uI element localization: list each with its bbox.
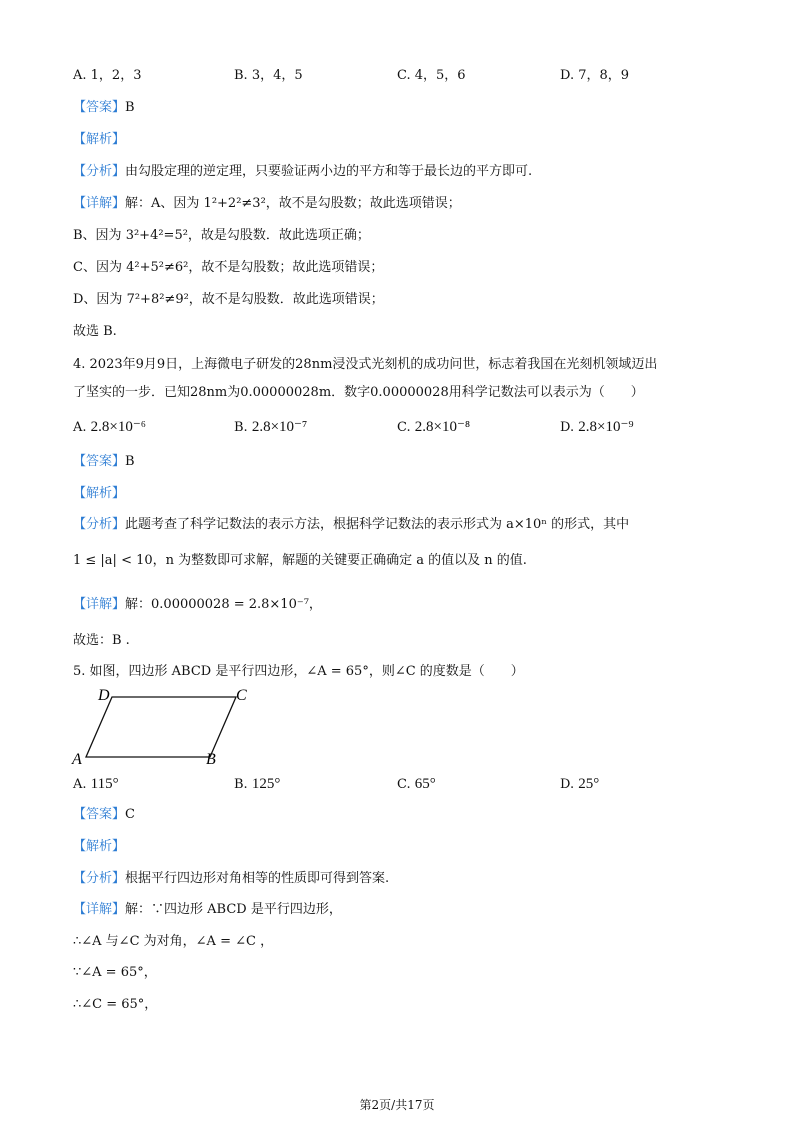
q4-detail-line bbox=[73, 595, 322, 615]
q3-detail-a bbox=[73, 194, 461, 214]
q4-fenxi-line2: 1 ≤ |a| < 10，n 为整数即可求解，解题的关键要正确确定 a 的值以及 n 的值. bbox=[73, 553, 527, 568]
q3-detail-b-suffix: ，故是勾股数．故此选项正确； bbox=[187, 228, 370, 243]
q4-stem-line2: 了坚实的一步．已知28nm为0.00000028m．数字0.00000028用科学记数法可以表示为（ ） bbox=[73, 385, 644, 400]
q4-option-b-expr: 2.8×10⁻⁷ bbox=[251, 419, 308, 435]
q5-option-c bbox=[397, 774, 436, 795]
vertex-label-c: C bbox=[236, 687, 247, 704]
vertex-label-d: D bbox=[98, 687, 110, 704]
analysis-tag: 【解析】 bbox=[73, 486, 126, 501]
q5-option-a-expr: 115° bbox=[90, 776, 119, 792]
q3-answer-value: B bbox=[125, 100, 135, 115]
q3-detail-d bbox=[73, 290, 384, 310]
q3-analysis-heading bbox=[73, 130, 125, 150]
q4-option-d-letter: D. bbox=[560, 420, 575, 435]
q5-detail-line4: ∴∠C = 65°， bbox=[73, 997, 158, 1012]
q4-option-d bbox=[560, 417, 634, 438]
q4-option-a-letter: A. bbox=[73, 420, 87, 435]
q5-option-b-expr: 125° bbox=[251, 776, 281, 792]
q4-conclusion: 故选：B . bbox=[73, 633, 130, 648]
q3-detail-d-prefix: D、因为 bbox=[73, 292, 127, 307]
q3-detail-a-prefix: 解：A、因为 bbox=[125, 196, 204, 211]
q3-detail-c-prefix: C、因为 bbox=[73, 260, 127, 275]
q4-option-c-expr: 2.8×10⁻⁸ bbox=[414, 419, 471, 435]
q3-detail-a-suffix: ，故不是勾股数；故此选项错误； bbox=[265, 196, 461, 211]
q4-option-a-expr: 2.8×10⁻⁶ bbox=[90, 419, 147, 435]
q3-detail-b bbox=[73, 226, 370, 246]
q4-option-b-letter: B. bbox=[234, 420, 248, 435]
q3-detail-b-prefix: B、因为 bbox=[73, 228, 126, 243]
parallelogram-figure bbox=[70, 686, 270, 768]
detail-tag: 【详解】 bbox=[73, 196, 126, 211]
q4-fenxi-text1: 此题考查了科学记数法的表示方法，根据科学记数法的表示形式为 a×10ⁿ 的形式，其中 bbox=[125, 517, 630, 532]
q3-detail-c-suffix: ，故不是勾股数；故此选项错误； bbox=[188, 260, 384, 275]
fenxi-tag: 【分析】 bbox=[73, 164, 126, 179]
q5-detail-line2: ∴∠A 与∠C 为对角，∠A = ∠C ， bbox=[73, 934, 274, 949]
parallelogram-shape bbox=[86, 697, 236, 757]
page-footer: 第2页/共17页 bbox=[359, 1098, 435, 1112]
q3-fenxi-text: 由勾股定理的逆定理，只要验证两小边的平方和等于最长边的平方即可. bbox=[125, 164, 533, 179]
q4-option-c-letter: C. bbox=[397, 420, 411, 435]
q5-option-b-letter: B. bbox=[234, 777, 248, 792]
q5-detail-line3: ∵∠A = 65°， bbox=[73, 965, 157, 980]
q5-option-b bbox=[234, 774, 280, 795]
q5-stem: 5. 如图，四边形 ABCD 是平行四边形，∠A = 65°，则∠C 的度数是（ ） bbox=[73, 664, 524, 679]
q3-detail-b-expr: 3²+4²=5² bbox=[125, 228, 188, 243]
q5-option-c-letter: C. bbox=[397, 777, 411, 792]
fenxi-tag: 【分析】 bbox=[73, 871, 126, 886]
q3-option-d: D. 7，8，9 bbox=[560, 68, 630, 83]
q3-answer-line bbox=[73, 98, 135, 118]
q4-fenxi-line1 bbox=[73, 515, 629, 535]
vertex-label-b: B bbox=[206, 751, 216, 768]
q3-option-b: B. 3，4，5 bbox=[234, 68, 303, 83]
q5-answer-value: C bbox=[125, 807, 135, 822]
q5-option-d-expr: 25° bbox=[578, 776, 600, 792]
q5-option-a-letter: A. bbox=[73, 777, 87, 792]
fenxi-tag: 【分析】 bbox=[73, 517, 126, 532]
answer-tag: 【答案】 bbox=[73, 454, 126, 469]
q3-detail-c-expr: 4²+5²≠6² bbox=[126, 260, 189, 275]
q5-analysis-heading bbox=[73, 837, 125, 857]
q3-detail-c bbox=[73, 258, 383, 278]
q3-option-c: C. 4，5，6 bbox=[397, 68, 466, 83]
q5-fenxi-line bbox=[73, 869, 389, 889]
q4-option-c bbox=[397, 417, 470, 438]
q5-option-d-letter: D. bbox=[560, 777, 575, 792]
q4-option-a bbox=[73, 417, 146, 438]
answer-tag: 【答案】 bbox=[73, 100, 126, 115]
q3-fenxi-line bbox=[73, 162, 532, 182]
q4-option-b bbox=[234, 417, 307, 438]
vertex-label-a: A bbox=[72, 751, 82, 768]
q4-answer-value: B bbox=[125, 454, 135, 469]
q4-detail-text: 解：0.00000028 = 2.8×10⁻⁷， bbox=[125, 597, 322, 612]
q5-fenxi-text: 根据平行四边形对角相等的性质即可得到答案. bbox=[125, 871, 390, 886]
q4-stem-line1: 4. 2023年9月9日，上海微电子研发的28nm浸没式光刻机的成功问世，标志着我国在光刻机领域迈出 bbox=[73, 357, 658, 372]
q5-option-c-expr: 65° bbox=[414, 776, 436, 792]
answer-tag: 【答案】 bbox=[73, 807, 126, 822]
q4-answer-line bbox=[73, 452, 135, 472]
q5-answer-line bbox=[73, 805, 135, 825]
detail-tag: 【详解】 bbox=[73, 902, 126, 917]
q3-detail-d-suffix: ，故不是勾股数．故此选项错误； bbox=[188, 292, 384, 307]
analysis-tag: 【解析】 bbox=[73, 839, 126, 854]
q4-analysis-heading bbox=[73, 484, 125, 504]
q5-detail-line1 bbox=[73, 900, 342, 920]
detail-tag: 【详解】 bbox=[73, 597, 126, 612]
q5-option-d bbox=[560, 774, 599, 795]
q3-option-a: A. 1，2，3 bbox=[73, 68, 142, 83]
q4-option-d-expr: 2.8×10⁻⁹ bbox=[578, 419, 634, 435]
q5-option-a bbox=[73, 774, 119, 795]
analysis-tag: 【解析】 bbox=[73, 132, 126, 147]
q3-detail-d-expr: 7²+8²≠9² bbox=[126, 292, 189, 307]
q3-detail-a-expr: 1²+2²≠3² bbox=[203, 196, 266, 211]
q5-detail-text1: 解：∵四边形 ABCD 是平行四边形， bbox=[125, 902, 342, 917]
q3-conclusion: 故选 B. bbox=[73, 324, 117, 339]
